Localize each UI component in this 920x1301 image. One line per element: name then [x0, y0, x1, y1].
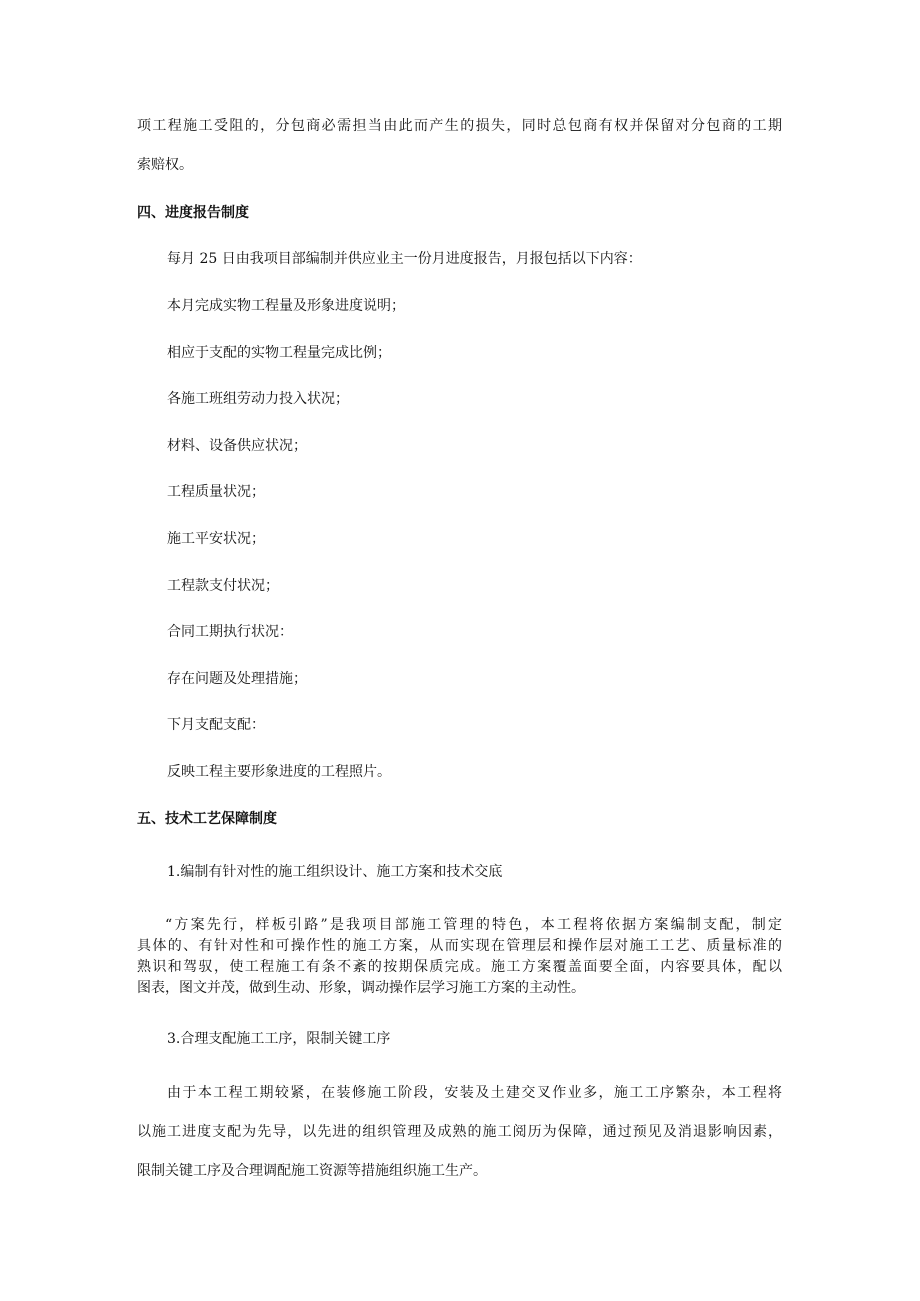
- text-line: 图表，图文并茂，做到生动、形象，调动操作层学习施工方案的主动性。: [137, 980, 585, 996]
- list-item: 工程质量状况；: [167, 484, 265, 500]
- list-item: 各施工班组劳动力投入状况；: [167, 391, 349, 407]
- text-line: 具体的、有针对性和可操作性的施工方案，从而实现在管理层和操作层对施工工艺、质量标准的: [137, 938, 782, 954]
- text-line: 项工程施工受阻的，分包商必需担当由此而产生的损失，同时总包商有权并保留对分包商的工期: [137, 118, 782, 134]
- section-heading: 五、技术工艺保障制度: [137, 811, 277, 827]
- list-item: 存在问题及处理措施；: [167, 671, 307, 687]
- text-line: 以施工进度支配为先导，以先进的组织管理及成熟的施工阅历为保障，通过预见及消退影响因素，: [137, 1124, 782, 1140]
- list-item: 本月完成实物工程量及形象进度说明；: [167, 298, 405, 314]
- section-heading: 四、进度报告制度: [137, 205, 249, 221]
- text-line: 由于本工程工期较紧，在装修施工阶段，安装及土建交叉作业多，施工工序繁杂，本工程将: [167, 1085, 782, 1101]
- sub-heading: 3.合理支配施工工序，限制关键工序: [167, 1031, 391, 1047]
- list-item: 工程款支付状况；: [167, 578, 279, 594]
- text-line: 索赔权。: [137, 157, 193, 173]
- text-line: 熟识和驾驭，使工程施工有条不紊的按期保质完成。施工方案覆盖面要全面，内容要具体，配以: [137, 959, 782, 975]
- list-item: 相应于支配的实物工程量完成比例；: [167, 345, 391, 361]
- text-line: 每月 25 日由我项目部编制并供应业主一份月进度报告，月报包括以下内容：: [167, 251, 642, 267]
- text-line: “方案先行，样板引路”是我项目部施工管理的特色，本工程将依据方案编制支配，制定: [165, 917, 782, 933]
- text-line: 限制关键工序及合理调配施工资源等措施组织施工生产。: [137, 1163, 487, 1179]
- list-item: 反映工程主要形象进度的工程照片。: [167, 764, 391, 780]
- list-item: 合同工期执行状况：: [167, 624, 293, 640]
- list-item: 材料、设备供应状况；: [167, 438, 307, 454]
- list-item: 施工平安状况；: [167, 531, 265, 547]
- list-item: 下月支配支配：: [167, 717, 265, 733]
- sub-heading: 1.编制有针对性的施工组织设计、施工方案和技术交底: [167, 864, 503, 880]
